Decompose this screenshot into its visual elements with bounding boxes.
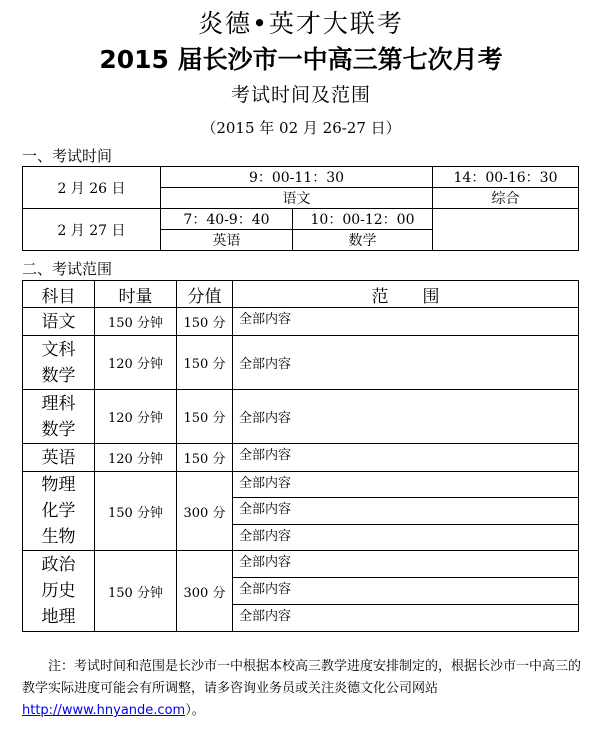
score-liberal-math: 150 分 (177, 336, 233, 390)
score-science-group: 300 分 (177, 472, 233, 551)
page-subtitle: 考试时间及范围 (230, 84, 371, 106)
page-title: 2015 届长沙市一中高三第七次月考 (99, 45, 503, 74)
duration-english: 120 分钟 (95, 444, 177, 472)
subject-history: 历史 (41, 581, 76, 601)
schedule-table (22, 166, 579, 251)
scope-geography: 全部内容 (233, 605, 579, 632)
subject-geography: 地理 (41, 607, 76, 627)
scope-chemistry: 全部内容 (233, 498, 579, 524)
scope-science-math: 全部内容 (233, 390, 579, 444)
subject-chemistry: 化学 (41, 501, 76, 521)
day1-am-subject: 语文 (161, 188, 433, 209)
scope-liberal-math: 全部内容 (233, 336, 579, 390)
subject-chinese: 语文 (23, 308, 95, 336)
score-liberal-group: 300 分 (177, 551, 233, 632)
subject-english: 英语 (23, 444, 95, 472)
subject-politics: 政治 (41, 555, 76, 575)
duration-liberal-group: 150 分钟 (95, 551, 177, 632)
day1-pm-subject: 综合 (433, 188, 579, 209)
day2-empty-cell (433, 209, 579, 251)
duration-liberal-math: 120 分钟 (95, 336, 177, 390)
score-science-math: 150 分 (177, 390, 233, 444)
day1-pm-time: 14：00-16：30 (433, 167, 579, 188)
scope-physics: 全部内容 (233, 472, 579, 498)
footnote-suffix: ）。 (185, 703, 205, 718)
duration-chinese: 150 分钟 (95, 308, 177, 336)
day1-date: 2 月 26 日 (23, 167, 161, 209)
day1-am-time: 9：00-11：30 (161, 167, 433, 188)
footnote (22, 656, 584, 722)
scope-biology: 全部内容 (233, 524, 579, 550)
footnote-text: 注：考试时间和范围是长沙市一中根据本校高三教学进度安排制定的，根据长沙市一中高三的教学实际进度可能会有所调整，请多咨询业务员或关注炎德文化公司网站 (22, 659, 582, 696)
duration-science-group: 150 分钟 (95, 472, 177, 551)
day2-date: 2 月 27 日 (23, 209, 161, 251)
scope-chinese: 全部内容 (233, 308, 579, 336)
col-subject: 科目 (23, 281, 95, 308)
col-scope: 范 围 (233, 281, 579, 308)
website-link[interactable]: http://www.hnyande.com (22, 703, 186, 718)
duration-science-math: 120 分钟 (95, 390, 177, 444)
scope-history: 全部内容 (233, 578, 579, 605)
exam-date: （2015 年 02 月 26-27 日） (201, 119, 401, 137)
section-heading-range: 二、考试范围 (22, 260, 113, 278)
score-chinese: 150 分 (177, 308, 233, 336)
col-duration: 时量 (95, 281, 177, 308)
range-table (22, 280, 579, 632)
subject-science-math-l1: 理科 (41, 393, 76, 414)
day2-slot1-time: 7：40-9：40 (161, 209, 293, 230)
col-score: 分值 (177, 281, 233, 308)
day2-slot2-subject: 数学 (293, 230, 433, 251)
subject-liberal-math-l2: 数学 (41, 365, 76, 386)
scope-english: 全部内容 (233, 444, 579, 472)
day2-slot1-subject: 英语 (161, 230, 293, 251)
subject-biology: 生物 (41, 527, 76, 547)
section-heading-time: 一、考试时间 (22, 147, 113, 165)
subject-science-math-l2: 数学 (41, 419, 76, 440)
subject-science-math (23, 390, 95, 444)
subject-science-group (23, 472, 95, 551)
subject-liberal-math (23, 336, 95, 390)
scope-politics: 全部内容 (233, 551, 579, 578)
subject-physics: 物理 (41, 475, 76, 495)
subject-liberal-math-l1: 文科 (41, 339, 76, 360)
day2-slot2-time: 10：00-12：00 (293, 209, 433, 230)
subject-liberal-group (23, 551, 95, 632)
score-english: 150 分 (177, 444, 233, 472)
org-title: 炎德•英才大联考 (198, 9, 404, 38)
